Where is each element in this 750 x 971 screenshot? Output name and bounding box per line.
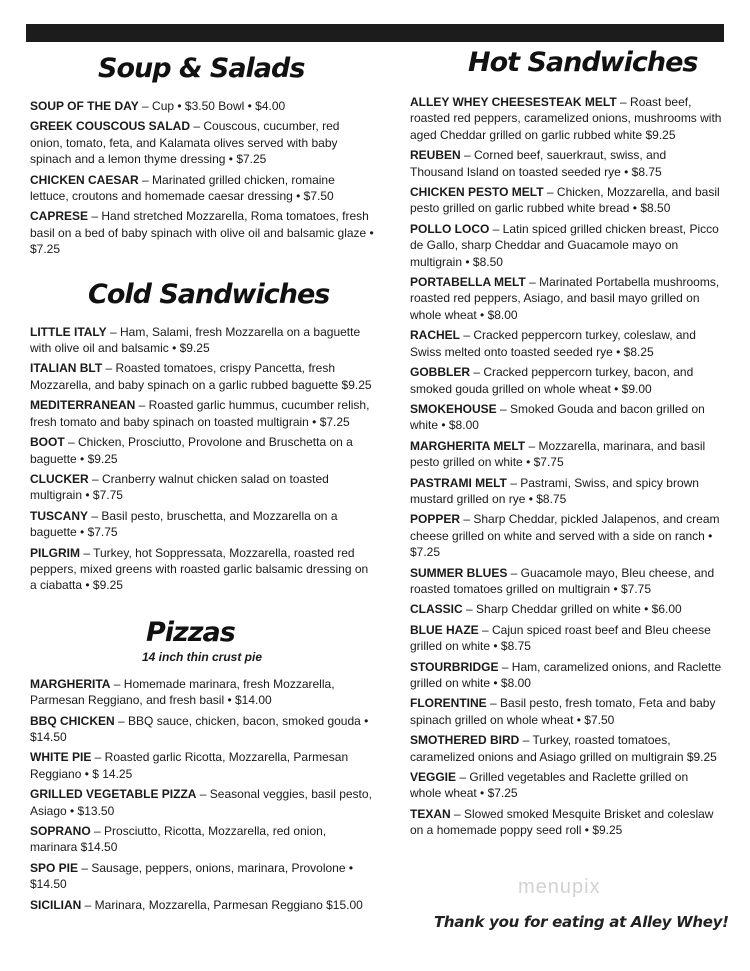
- thank-you-message: Thank you for eating at Alley Whey!: [434, 913, 729, 931]
- menu-item-description: – Cracked peppercorn turkey, coleslaw, and Swiss melted onto toasted seeded rye • $8.25: [410, 328, 696, 359]
- menu-item: [30, 860, 374, 893]
- menu-item-description: – Basil pesto, bruschetta, and Mozzarella on a baguette • $7.75: [30, 508, 338, 540]
- menu-item-description: – Roasted garlic hummus, cucumber relish, fresh tomato and baby spinach on toasted multigrain • $7.25: [30, 398, 370, 429]
- menu-item-description: – Latin spiced grilled chicken breast, Picco de Gallo, sharp Cheddar and Guacamole mayo on multigrain • $8.50: [410, 221, 719, 269]
- menu-item-name: SUMMER BLUES: [410, 565, 508, 580]
- menu-item-name: ALLEY WHEY CHEESESTEAK MELT: [410, 95, 617, 109]
- menu-item: [30, 713, 374, 746]
- menu-item-description: – Basil pesto, fresh tomato, Feta and baby spinach grilled on whole wheat • $7.50: [410, 696, 716, 727]
- menu-item-description: – Sausage, peppers, onions, marinara, Provolone • $14.50: [30, 860, 354, 892]
- menu-item: [30, 508, 374, 541]
- menu-item-name: MEDITERRANEAN: [30, 398, 136, 413]
- menu-item: [410, 806, 722, 839]
- pizzas-subheading: 14 inch thin crust pie: [141, 649, 263, 664]
- menu-item-description: – Cup • $3.50 Bowl • $4.00: [138, 99, 286, 113]
- hot-sandwiches-list: [410, 94, 722, 839]
- menu-item-description: – Marinated Portabella mushrooms, roasted red peppers, Asiago, and basil mayo grilled on whole wheat • $8.00: [410, 275, 720, 322]
- left-column: [30, 52, 374, 917]
- menu-item: [30, 545, 374, 594]
- menu-item-description: – Chicken, Prosciutto, Provolone and Bruschetta on a baguette • $9.25: [30, 435, 353, 466]
- cold-sandwiches-list: [30, 324, 374, 594]
- menu-item-name: FLORENTINE: [410, 696, 487, 711]
- menu-item-name: ITALIAN BLT: [30, 361, 103, 376]
- menu-item: [410, 511, 722, 560]
- menu-item-name: TUSCANY: [30, 508, 89, 523]
- menu-item: [30, 749, 374, 782]
- menu-item: [30, 823, 374, 856]
- menu-item-description: – Smoked Gouda and bacon grilled on white • $8.00: [410, 401, 705, 433]
- pizzas-heading: Pizzas: [146, 616, 235, 648]
- menu-item-name: SOUP OF THE DAY: [30, 99, 139, 113]
- pizzas-list: [30, 676, 374, 913]
- menu-item-description: – Turkey, roasted tomatoes, caramelized onions and Asiago grilled on multigrain $9.25: [410, 733, 717, 764]
- menu-item: [30, 471, 374, 504]
- menu-item-name: BLUE HAZE: [410, 622, 479, 637]
- menu-item: [410, 401, 722, 434]
- menu-item-name: POPPER: [410, 512, 461, 527]
- menu-item-name: GREEK COUSCOUS SALAD: [30, 119, 191, 134]
- menu-item-description: – Cranberry walnut chicken salad on toasted multigrain • $7.75: [30, 471, 329, 503]
- menu-item-name: WHITE PIE: [30, 750, 92, 765]
- menu-item: [410, 364, 722, 397]
- menu-item-name: PORTABELLA MELT: [410, 275, 526, 290]
- menu-item-name: MARGHERITA: [30, 676, 111, 691]
- menu-item-description: – Ham, Salami, fresh Mozzarella on a baguette with olive oil and balsamic • $9.25: [30, 324, 361, 356]
- menu-item-name: RACHEL: [410, 328, 460, 343]
- menu-item-description: – Roasted tomatoes, crispy Pancetta, fresh Mozzarella, and baby spinach on a garlic rubbed baguette $9.25: [30, 361, 372, 392]
- menu-item-description: – Sharp Cheddar grilled on white • $6.00: [462, 602, 682, 617]
- menu-item: [410, 475, 722, 508]
- menu-item: [30, 360, 374, 393]
- menu-item: [30, 897, 374, 913]
- menu-item-name: PILGRIM: [30, 545, 80, 560]
- menu-item: [410, 184, 722, 217]
- menu-item-description: – Sharp Cheddar, pickled Jalapenos, and cream cheese grilled on white and served with a side on ranch • $7.25: [410, 512, 720, 560]
- menu-item: [410, 221, 722, 270]
- menu-item: [410, 327, 722, 360]
- menu-item: [410, 274, 722, 323]
- cold-sandwiches-heading: Cold Sandwiches: [88, 278, 330, 310]
- menu-item-name: MARGHERITA MELT: [410, 438, 526, 453]
- menu-item-description: – Marinated grilled chicken, romaine lettuce, croutons and homemade caesar dressing • $7.50: [30, 172, 335, 204]
- menu-item-description: – Hand stretched Mozzarella, Roma tomatoes, fresh basil on a bed of baby spinach with olive oil and balsamic glaze • $7.25: [30, 209, 374, 257]
- menu-item-description: – Couscous, cucumber, red onion, tomato, feta, and Kalamata olives served with baby spinach and a lemon thyme dressing • $7.25: [30, 119, 340, 167]
- menu-item: [30, 118, 374, 167]
- menu-item-description: – Roasted garlic Ricotta, Mozzarella, Parmesan Reggiano • $ 14.25: [30, 750, 349, 781]
- menu-item-name: BBQ CHICKEN: [30, 713, 115, 728]
- menu-item: [410, 438, 722, 471]
- menu-item: [30, 676, 374, 709]
- menu-item: [410, 659, 722, 692]
- menu-item-name: BOOT: [30, 435, 65, 450]
- menu-item: [30, 98, 374, 114]
- menu-item: [30, 786, 374, 819]
- menu-item: [410, 601, 722, 617]
- menu-item-name: SPO PIE: [30, 860, 79, 875]
- menu-item: [30, 434, 374, 467]
- menu-item: [410, 622, 722, 655]
- menu-item-name: LITTLE ITALY: [30, 324, 107, 339]
- menu-item-name: VEGGIE: [410, 770, 457, 785]
- menu-item-description: – Prosciutto, Ricotta, Mozzarella, red onion, marinara $14.50: [30, 824, 327, 855]
- menu-item: [30, 208, 374, 257]
- menu-item-description: – Chicken, Mozzarella, and basil pesto grilled on garlic rubbed white bread • $8.50: [410, 185, 720, 216]
- soup-salads-heading: Soup & Salads: [98, 53, 305, 84]
- menu-item-name: SOPRANO: [30, 824, 91, 838]
- menu-item-description: – Seasonal veggies, basil pesto, Asiago • $13.50: [30, 787, 372, 818]
- menu-item: [410, 94, 722, 143]
- menu-item-name: CAPRESE: [30, 209, 89, 224]
- menu-item-name: GOBBLER: [410, 365, 470, 380]
- menu-item: [410, 695, 722, 728]
- menu-item: [410, 147, 722, 180]
- menu-item-name: SMOKEHOUSE: [410, 401, 497, 416]
- menu-item-name: SICILIAN: [30, 897, 82, 912]
- menu-item-name: TEXAN: [410, 806, 451, 821]
- menu-item-description: – BBQ sauce, chicken, bacon, smoked gouda • $14.50: [30, 713, 369, 744]
- menu-item-name: CHICKEN PESTO MELT: [410, 185, 544, 200]
- menu-item-description: – Pastrami, Swiss, and spicy brown mustard grilled on rye • $8.75: [410, 475, 699, 506]
- menu-item: [410, 769, 722, 802]
- menu-item-description: – Ham, caramelized onions, and Raclette grilled on white • $8.00: [410, 659, 722, 690]
- menu-item-description: – Corned beef, sauerkraut, swiss, and Thousand Island on toasted seeded rye • $8.75: [410, 148, 667, 179]
- menu-item-description: – Grilled vegetables and Raclette grilled on whole wheat • $7.25: [410, 770, 689, 801]
- menu-item-name: POLLO LOCO: [410, 221, 490, 236]
- menu-item: [410, 732, 722, 765]
- menu-item-description: – Homemade marinara, fresh Mozzarella, Parmesan Reggiano, and fresh basil • $14.00: [30, 676, 335, 708]
- menu-item-description: – Roast beef, roasted red peppers, caramelized onions, mushrooms with aged Cheddar grilled on garlic rubbed white $9.25: [410, 95, 722, 142]
- menu-item: [30, 324, 374, 357]
- menu-item-description: – Guacamole mayo, Bleu cheese, and roasted tomatoes grilled on multigrain • $7.75: [410, 565, 715, 596]
- top-banner-bar: [26, 24, 724, 42]
- menu-item-description: – Mozzarella, marinara, and basil pesto grilled on white • $7.75: [410, 438, 706, 470]
- menu-item-name: CLUCKER: [30, 471, 89, 486]
- menu-item-name: STOURBRIDGE: [410, 659, 499, 674]
- menu-item: [30, 397, 374, 430]
- menu-item-name: CLASSIC: [410, 602, 463, 617]
- menu-item-name: PASTRAMI MELT: [410, 475, 507, 490]
- menu-item-description: – Slowed smoked Mesquite Brisket and coleslaw on a homemade poppy seed roll • $9.25: [410, 806, 714, 838]
- menu-item-description: – Cracked peppercorn turkey, bacon, and smoked gouda grilled on whole wheat • $9.00: [410, 365, 694, 396]
- menupix-watermark: menupix: [518, 876, 601, 898]
- menu-item-description: – Marinara, Mozzarella, Parmesan Reggiano $15.00: [81, 897, 363, 912]
- menu-item-name: SMOTHERED BIRD: [410, 733, 520, 748]
- hot-sandwiches-heading: Hot Sandwiches: [468, 47, 698, 78]
- menu-item-name: REUBEN: [410, 148, 461, 163]
- menu-item-name: CHICKEN CAESAR: [30, 172, 139, 187]
- soup-salads-list: [30, 98, 374, 258]
- menu-item-description: – Cajun spiced roast beef and Bleu cheese grilled on white • $8.75: [410, 622, 711, 654]
- menu-item: [30, 172, 374, 205]
- menu-item: [410, 565, 722, 598]
- menu-item-description: – Turkey, hot Soppressata, Mozzarella, roasted red peppers, mixed greens with roasted garlic balsamic dressing on a ciabatta • $9.25: [30, 545, 369, 593]
- menu-item-name: GRILLED VEGETABLE PIZZA: [30, 787, 197, 802]
- right-column: [410, 46, 722, 843]
